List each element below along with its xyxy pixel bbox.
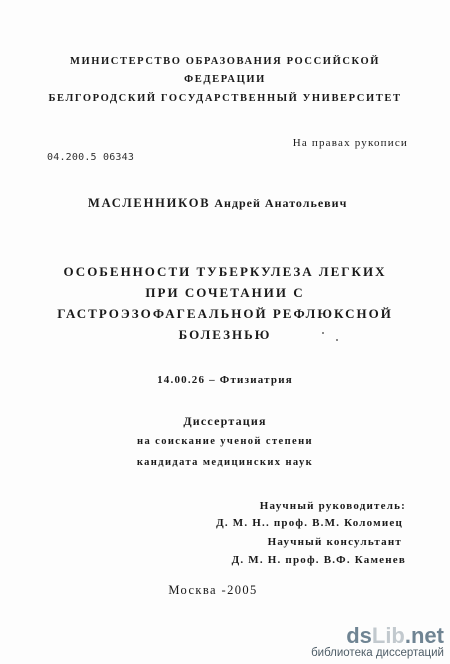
title-line-4: БОЛЕЗНЬЮ [178, 327, 272, 342]
dslib-logo: dsLib.net [346, 623, 444, 648]
manuscript-note: На правах рукописи [292, 137, 408, 149]
place-and-year: Москва -2005 [168, 583, 258, 597]
supervisor-label: Научный руководитель: [259, 500, 406, 512]
degree-purpose-line-1: на соискание ученой степени [137, 436, 313, 447]
scan-speck [336, 339, 338, 341]
author-given-names: Андрей Анатольевич [214, 196, 348, 210]
author-line [88, 194, 347, 212]
title-line-3: ГАСТРОЭЗОФАГЕАЛЬНОЙ РЕФЛЮКСНОЙ [57, 306, 393, 321]
scan-speck [322, 332, 324, 334]
title-line-2: ПРИ СОЧЕТАНИИ С [145, 285, 305, 300]
dslib-watermark [311, 625, 444, 660]
title-line-1: ОСОБЕННОСТИ ТУБЕРКУЛЕЗА ЛЕГКИХ [63, 264, 387, 279]
degree-purpose-line-2: кандидата медицинских наук [136, 457, 314, 468]
supervisor-name: Д. М. Н.. проф. В.М. Коломиец [216, 517, 403, 529]
university-name: БЕЛГОРОДСКИЙ ГОСУДАРСТВЕННЫЙ УНИВЕРСИТЕТ [48, 93, 402, 104]
ministry-line-2: ФЕДЕРАЦИИ [184, 74, 266, 85]
registration-stamp: 04.200.5 06343 [47, 152, 135, 163]
specialty-code: 14.00.26 – Фтизиатрия [157, 374, 293, 386]
author-surname: МАСЛЕННИКОВ [88, 196, 211, 210]
consultant-name: Д. М. Н. проф. В.Ф. Каменев [231, 554, 406, 566]
consultant-label: Научный консультант [267, 536, 402, 548]
document-type: Диссертация [183, 414, 267, 428]
dslib-tagline: библиотека диссертаций [311, 647, 444, 659]
ministry-line-1: МИНИСТЕРСТВО ОБРАЗОВАНИЯ РОССИЙСКОЙ [69, 56, 381, 67]
